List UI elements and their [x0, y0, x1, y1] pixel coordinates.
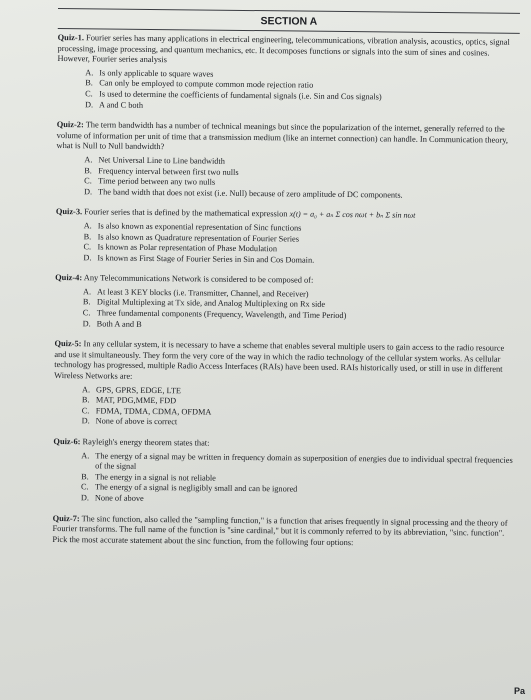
quiz-5 — [54, 339, 517, 432]
quiz-1 — [57, 33, 520, 115]
quiz-1-stem — [57, 33, 519, 70]
quiz-2-option-a[interactable]: A. Net Universal Line to Line bandwidth — [84, 155, 225, 166]
quiz-5-stem — [54, 339, 516, 386]
quiz-5-option-b[interactable]: B. MAT, PDG,MME, FDD — [81, 395, 177, 406]
quiz-3-option-a[interactable]: A. Is also known as exponential representation of Sinc functions — [83, 221, 302, 233]
quiz-3-option-c[interactable]: C. Is known as Polar representation of Phase Modulation — [83, 242, 278, 254]
quiz-2-option-d[interactable]: D. The band width that does not exist (i.e. Null) because of zero amplitude of DC components. — [84, 187, 403, 200]
quiz-6-text: Rayleigh's energy theorem states that: — [82, 437, 210, 448]
quiz-1-options — [57, 68, 519, 115]
quiz-5-text: In any cellular system, it is necessary to have a scheme that enables several multiple users to gain access to the radio resource and use it simultaneously. They form the very core of the way in which the radio technology of the cellular system works. As cellular technology has progressed, multiple Radio Access Interfaces (RAIs) have been used. RAIs historically used, or still in use in different Wireless Networks are: — [54, 339, 505, 381]
quiz-1-option-a[interactable]: A. Is only applicable to square waves — [85, 68, 214, 79]
quiz-6-option-b[interactable]: B. The energy in a signal is not reliable — [81, 472, 216, 483]
quiz-7 — [52, 514, 514, 551]
quiz-4-option-d[interactable]: D. Both A and B — [82, 318, 142, 329]
quiz-2-option-b[interactable]: B. Frequency interval between first two nulls — [84, 165, 239, 177]
quiz-1-option-b[interactable]: B. Can only be employed to compute common mode rejection ratio — [85, 78, 314, 91]
quiz-2-options — [56, 155, 518, 202]
quiz-3-label: Quiz-3. — [55, 207, 83, 217]
quiz-6-option-a[interactable]: A. The energy of a signal may be written in frequency domain as superposition of energies due to individual spectral frequencies of the signal — [81, 450, 513, 472]
quiz-2-stem — [56, 120, 518, 157]
quiz-1-option-d[interactable]: D. A and C both — [84, 99, 144, 110]
exam-content — [52, 8, 520, 550]
quiz-4-option-a[interactable]: A. At least 3 KEY blocks (i.e. Transmitter, Channel, and Receiver) — [82, 287, 309, 299]
quiz-6-option-c[interactable]: C. The energy of a signal is negligibly small and can be ignored — [80, 482, 298, 494]
quiz-7-text: The sinc function, also called the "sampling function," is a function that arises frequently in signal processing and the theory of Fourier transforms. The full name of the function is "sine cardinal," but it is commonly referred to by its abbreviation, "sinc. function". Pick the most accurate statement about the sinc function, from the following four options: — [52, 513, 508, 547]
quiz-1-text: Fourier series has many applications in electrical engineering, telecommunications, vibration analysis, acoustics, optics, signal processing, image processing, and quantum mechanics, etc. It decomposes functions or signals into the sum of sines and cosines. However, Fourier series analysis — [57, 33, 510, 65]
quiz-4-option-c[interactable]: C. Three fundamental components (Frequency, Wavelength, and Time Period) — [82, 308, 347, 321]
quiz-7-label: Quiz-7: — [52, 513, 80, 523]
quiz-3-text: Fourier series that is defined by the mathematical expression — [84, 207, 288, 219]
quiz-4-option-b[interactable]: B. Digital Multiplexing at Tx side, and Analog Multiplexing on Rx side — [82, 297, 326, 310]
quiz-2 — [56, 120, 519, 202]
fourier-series-formula: x(t) = a₀ + aₙ Σ cos nωt + bₙ Σ sin nωt — [289, 209, 416, 221]
quiz-6 — [53, 437, 516, 508]
quiz-3-option-b[interactable]: B. Is also known as Quadrature representation of Fourier Series — [83, 231, 300, 244]
quiz-5-option-a[interactable]: A. GPS, GPRS, EDGE, LTE — [81, 384, 182, 395]
quiz-3-option-d[interactable]: D. Is known as First Stage of Fourier Series in Sin and Cos Domain. — [83, 252, 315, 265]
quiz-4-label: Quiz-4: — [55, 273, 83, 283]
quiz-2-option-c[interactable]: C. Time period between any two nulls — [84, 176, 216, 187]
quiz-3-options — [55, 221, 517, 268]
page-number-label: Pa — [513, 686, 525, 696]
quiz-1-option-c[interactable]: C. Is used to determine the coefficients of fundamental signals (i.e. Sin and Cos signals) — [85, 89, 382, 102]
section-title: SECTION A — [260, 15, 318, 28]
quiz-4-text: Any Telecommunications Network is considered to be composed of: — [83, 273, 314, 285]
quiz-1-label: Quiz-1. — [57, 32, 85, 43]
quiz-5-option-d[interactable]: D. None of above is correct — [81, 416, 178, 427]
quiz-6-options — [53, 451, 516, 509]
quiz-2-label: Quiz-2: — [56, 120, 84, 130]
quiz-4-stem — [55, 273, 517, 288]
quiz-4-options — [55, 287, 517, 334]
quiz-6-label: Quiz-6: — [53, 436, 81, 447]
quiz-5-option-c[interactable]: C. FDMA, TDMA, CDMA, OFDMA — [81, 406, 212, 417]
quiz-4 — [55, 273, 518, 334]
quiz-5-options — [54, 385, 516, 432]
quiz-6-stem — [53, 437, 515, 452]
quiz-3 — [55, 207, 518, 268]
quiz-2-text: The term bandwidth has a number of technical meanings but since the popularization of the internet, generally referred to the volume of information per unit of time that a transmission medium (like an internet connection) can handle. In Communication theory, what is Null to Null bandwidth? — [56, 120, 509, 152]
quiz-6-option-d[interactable]: D. None of above — [80, 493, 144, 503]
quiz-5-label: Quiz-5: — [54, 339, 82, 349]
quiz-7-stem — [52, 514, 514, 551]
quiz-3-stem — [56, 207, 518, 222]
